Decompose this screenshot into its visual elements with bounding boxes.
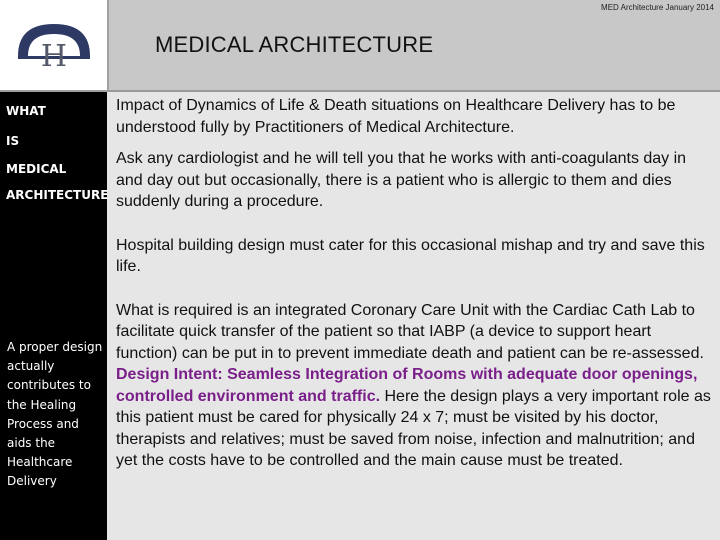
paragraph-impact: Impact of Dynamics of Life & Death situations on Healthcare Delivery has to be understood fully by Practitioners of Medical Architecture. — [116, 97, 676, 136]
main-content — [116, 95, 714, 472]
paragraph-cardiologist: Ask any cardiologist and he will tell you that he works with anti-coagulants day in and day out but occasionally, there is a patient who is allergic to them and dies suddenly during a procedure. — [116, 150, 687, 210]
requirement-rest: Here the design plays a very important role as this patient must be cared for physically 24 x 7; must be visited by his doctor, therapists and relatives; must be saved from noise, infection and malnutrition; and yet the costs have to be controlled and the main cause must be treated. — [116, 387, 711, 469]
page-title: MEDICAL ARCHITECTURE — [155, 32, 434, 57]
sidebar-heading-is: IS — [6, 134, 20, 148]
paragraph-requirement — [116, 300, 714, 472]
sidebar-note: A proper design actually contributes to the Healing Process and aids the Healthcare Delivery — [7, 340, 103, 489]
sidebar-heading-what: WHAT — [6, 104, 46, 118]
sidebar-heading-medical: MEDICAL — [6, 162, 67, 176]
logo-box — [0, 0, 109, 92]
hospital-logo — [0, 0, 107, 90]
requirement-intro: What is required is an integrated Coronary Care Unit with the Cardiac Cath Lab to facilitate quick transfer of the patient so that IABP (a device to support heart function) can be put in to prevent immediate death and patient can be re-assessed. — [116, 301, 704, 362]
header-band — [109, 0, 720, 92]
sidebar — [0, 92, 107, 540]
sidebar-heading-architecture: ARCHITECTURE — [6, 188, 109, 202]
paragraph-hospital-design: Hospital building design must cater for this occasional mishap and try and save this life. — [116, 236, 705, 275]
logo-letter: H — [40, 39, 68, 74]
design-intent: Design Intent: Seamless Integration of Rooms with adequate door openings, controlled environment and traffic. — [116, 366, 698, 405]
header-meta: MED Architecture January 2014 — [601, 3, 714, 12]
